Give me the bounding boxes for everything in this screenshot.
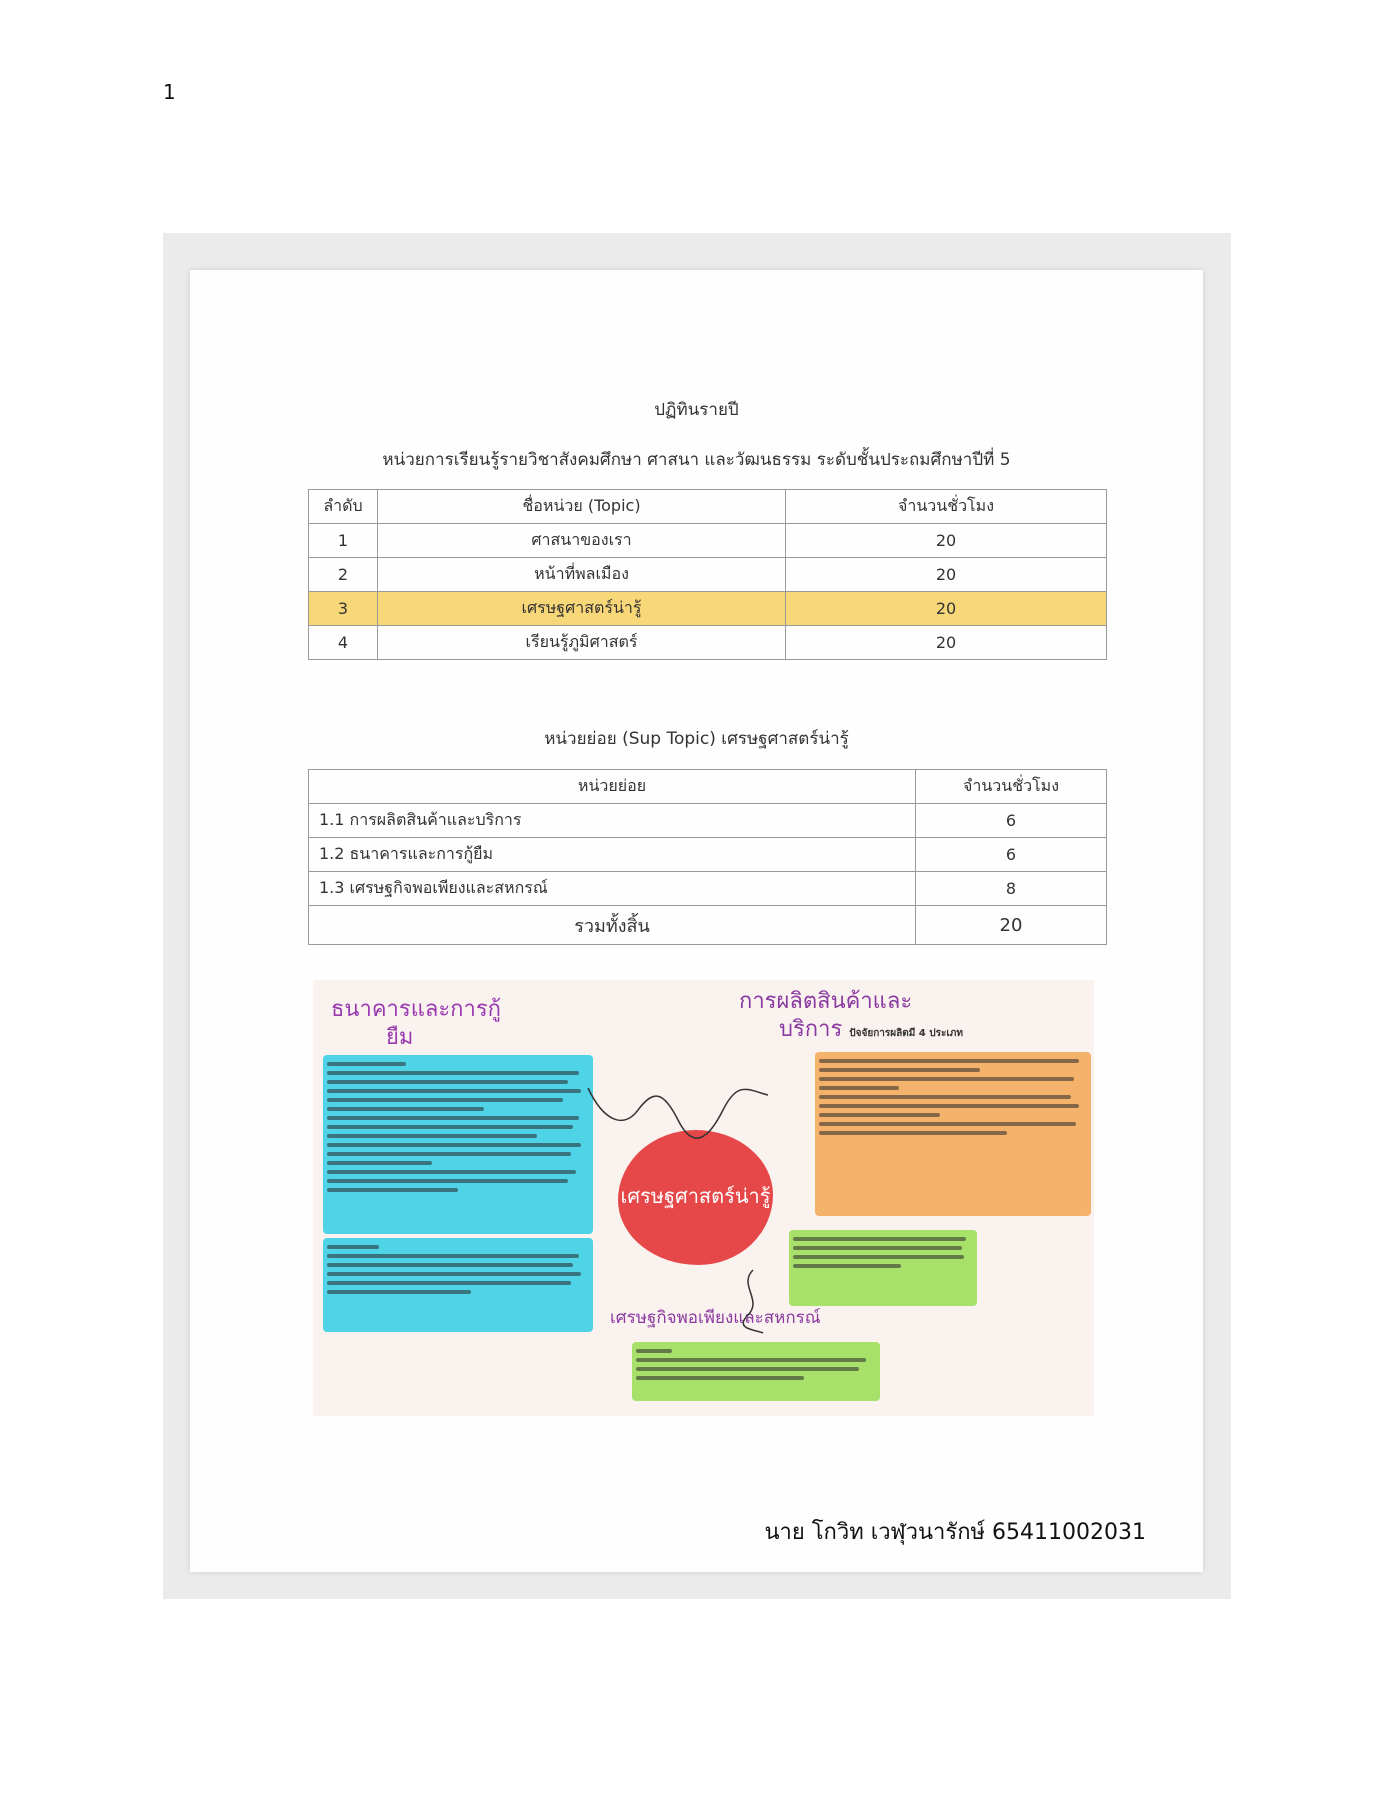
cell-order: 3 [309, 592, 378, 626]
header-hours: จำนวนชั่วโมง [786, 490, 1107, 524]
author-signature: นาย โกวิท เวฬุวนารักษ์ 65411002031 [764, 1520, 1146, 1545]
cell-topic: เรียนรู้ภูมิศาสตร์ [378, 626, 786, 660]
mindmap-note-production [815, 1052, 1091, 1216]
cell-total-hours: 20 [916, 906, 1107, 945]
header-topic: ชื่อหน่วย (Topic) [378, 490, 786, 524]
header-order: ลำดับ [309, 490, 378, 524]
cell-order: 4 [309, 626, 378, 660]
cell-subunit: 1.2 ธนาคารและการกู้ยืม [309, 838, 916, 872]
cell-topic: หน้าที่พลเมือง [378, 558, 786, 592]
cell-order: 1 [309, 524, 378, 558]
table-row [309, 838, 1107, 872]
cell-hours: 20 [786, 558, 1107, 592]
mindmap-right-title-line2 [739, 1016, 963, 1044]
subtopic-table [308, 769, 1107, 945]
mindmap-right-title-line1: การผลิตสินค้าและ [739, 989, 913, 1014]
header-hours: จำนวนชั่วโมง [916, 770, 1107, 804]
cell-hours: 8 [916, 872, 1107, 906]
document-page [190, 270, 1203, 1572]
mindmap-center-node [618, 1130, 773, 1265]
table-row [309, 626, 1107, 660]
cell-order: 2 [309, 558, 378, 592]
units-table [308, 489, 1107, 660]
mindmap-left-title-line1: ธนาคารและการกู้ [331, 997, 501, 1022]
cell-subunit: 1.3 เศรษฐกิจพอเพียงและสหกรณ์ [309, 872, 916, 906]
mindmap-note-cooperative [632, 1342, 880, 1401]
table-row [309, 524, 1107, 558]
table-row [309, 558, 1107, 592]
mindmap-center-label: เศรษฐศาสตร์น่ารู้ [620, 1184, 771, 1208]
mindmap-note-loans [323, 1238, 593, 1332]
table-header-row [309, 770, 1107, 804]
mindmap-right-caption: ปัจจัยการผลิตมี 4 ประเภท [849, 1027, 963, 1039]
mindmap-left-title [331, 996, 501, 1051]
cell-total-label: รวมทั้งสิ้น [309, 906, 916, 945]
mindmap-left-title-line2: ยืม [386, 1024, 414, 1050]
page-number: 1 [163, 80, 176, 104]
mindmap-right-title [739, 988, 963, 1043]
squiggle-arrow-icon [583, 1080, 773, 1140]
cell-hours: 20 [786, 524, 1107, 558]
subtopic-title: หน่วยย่อย (Sup Topic) เศรษฐศาสตร์น่ารู้ [544, 729, 849, 749]
document-subtitle: หน่วยการเรียนรู้รายวิชาสังคมศึกษา ศาสนา และวัฒนธรรม ระดับชั้นประถมศึกษาปีที่ 5 [382, 450, 1011, 470]
mindmap-image [313, 980, 1094, 1416]
table-row [309, 872, 1107, 906]
cell-topic: เศรษฐศาสตร์น่ารู้ [378, 592, 786, 626]
mindmap-bottom-title: เศรษฐกิจพอเพียงและสหกรณ์ [610, 1308, 821, 1328]
document-title: ปฏิทินรายปี [654, 400, 739, 420]
mindmap-note-banking [323, 1055, 593, 1234]
table-total-row [309, 906, 1107, 945]
squiggle-arrow-icon [733, 1265, 773, 1335]
header-subunit: หน่วยย่อย [309, 770, 916, 804]
cell-hours: 20 [786, 626, 1107, 660]
table-row [309, 804, 1107, 838]
mindmap-note-sufficiency [789, 1230, 977, 1306]
cell-hours: 20 [786, 592, 1107, 626]
mindmap-right-title-word: บริการ [779, 1016, 843, 1042]
photo-of-document [163, 233, 1231, 1599]
cell-hours: 6 [916, 838, 1107, 872]
cell-subunit: 1.1 การผลิตสินค้าและบริการ [309, 804, 916, 838]
cell-hours: 6 [916, 804, 1107, 838]
cell-topic: ศาสนาของเรา [378, 524, 786, 558]
table-row-highlighted [309, 592, 1107, 626]
table-header-row [309, 490, 1107, 524]
